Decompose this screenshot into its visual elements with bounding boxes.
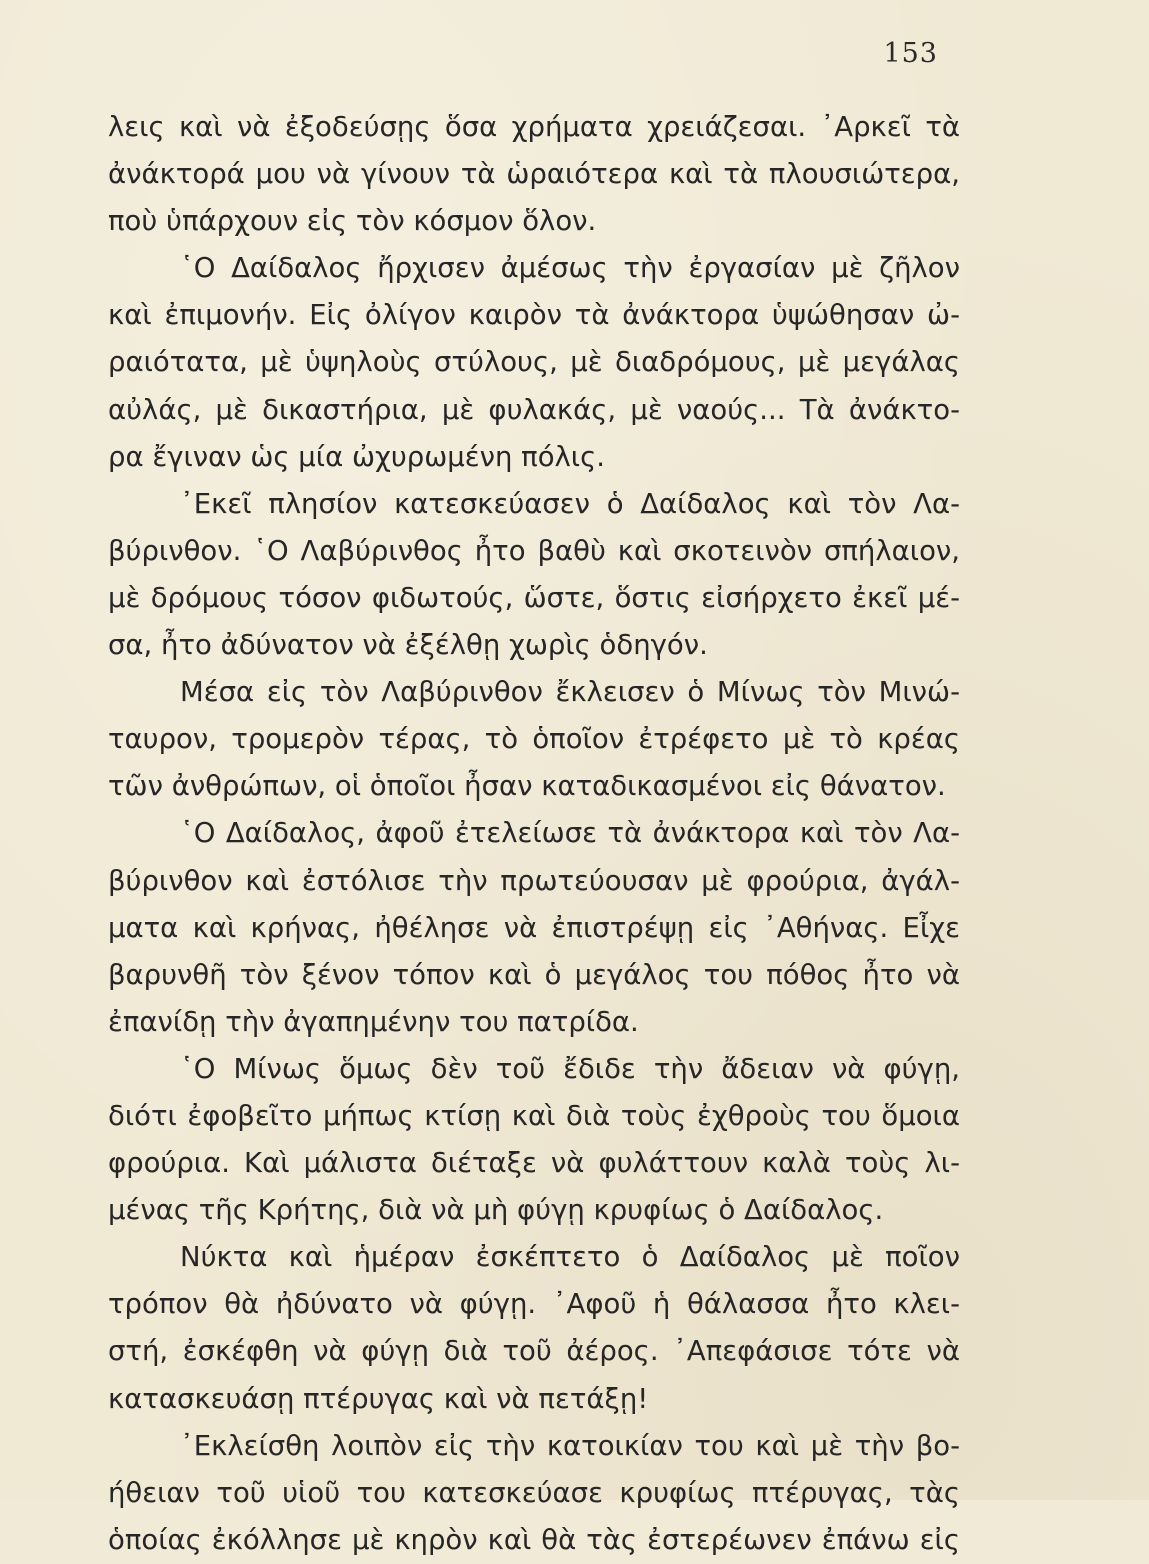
text-line: βαρυνθῆ τὸν ξένον τόπον καὶ ὁ μεγάλος του πόθος ἦτο νὰ <box>108 958 960 991</box>
text-line: ρα ἔγιναν ὡς μία ὠχυρωμένη πόλις. <box>108 440 605 473</box>
text-line: φρούρια. Καὶ μάλιστα διέταξε νὰ φυλάττουν καλὰ τοὺς λι- <box>108 1147 960 1180</box>
text-line: μὲ δρόμους τόσον φιδωτούς, ὥστε, ὅστις εἰσήρχετο ἐκεῖ μέ- <box>108 581 960 614</box>
page-number: 153 <box>883 38 938 69</box>
text-line: σα, ἦτο ἀδύνατον νὰ ἐξέλθῃ χωρὶς ὁδηγόν. <box>108 629 708 662</box>
text-line: καὶ ἐπιμονήν. Εἰς ὀλίγον καιρὸν τὰ ἀνάκτορα ὑψώθησαν ὠ- <box>108 299 960 332</box>
text-line: αὐλάς, μὲ δικαστήρια, μὲ φυλακάς, μὲ ναούς... Τὰ ἀνάκτο- <box>108 393 960 426</box>
text-line: ὁποίας ἐκόλλησε μὲ κηρὸν καὶ θὰ τὰς ἐστερέωνεν ἐπάνω εἰς <box>108 1523 960 1556</box>
text-line: στή, ἐσκέφθη νὰ φύγῃ διὰ τοῦ ἀέρος. ᾿Απεφάσισε τότε νὰ <box>108 1335 960 1368</box>
text-line: τρόπον θὰ ἠδύνατο νὰ φύγῃ. ᾿Αφοῦ ἡ θάλασσα ἦτο κλει- <box>108 1288 960 1321</box>
text-line: ἀνάκτορά μου νὰ γίνουν τὰ ὡραιότερα καὶ τὰ πλουσιώτερα, <box>108 158 960 191</box>
text-line: μένας τῆς Κρήτης, διὰ νὰ μὴ φύγῃ κρυφίως ὁ Δαίδαλος. <box>108 1194 884 1227</box>
text-line: τῶν ἀνθρώπων, οἱ ὁποῖοι ἦσαν καταδικασμένοι εἰς θάνατον. <box>108 770 946 803</box>
text-line: κατασκευάσῃ πτέρυγας καὶ νὰ πετάξῃ! <box>108 1382 649 1415</box>
text-line: βύρινθον. ῾Ο Λαβύρινθος ἦτο βαθὺ καὶ σκοτεινὸν σπήλαιον, <box>108 534 960 567</box>
text-line: λεις καὶ νὰ ἐξοδεύσῃς ὅσα χρήματα χρειάζεσαι. ᾿Αρκεῖ τὰ <box>108 111 960 143</box>
text-line: ἐπανίδῃ τὴν ἀγαπημένην του πατρίδα. <box>108 1005 639 1038</box>
text-line: Νύκτα καὶ ἡμέραν ἐσκέπτετο ὁ Δαίδαλος μὲ ποῖον <box>180 1241 960 1274</box>
text-line: ματα καὶ κρήνας, ἠθέλησε νὰ ἐπιστρέψῃ εἰς ᾿Αθήνας. Εἶχε <box>108 911 960 944</box>
text-line: διότι ἐφοβεῖτο μήπως κτίσῃ καὶ διὰ τοὺς ἐχθροὺς του ὅμοια <box>108 1099 960 1132</box>
text-line: ραιότατα, μὲ ὑψηλοὺς στύλους, μὲ διαδρόμους, μὲ μεγάλας <box>108 346 960 379</box>
text-line: ᾿Εκλείσθη λοιπὸν εἰς τὴν κατοικίαν του καὶ μὲ τὴν βο- <box>180 1429 960 1462</box>
text-line: βύρινθον καὶ ἐστόλισε τὴν πρωτεύουσαν μὲ φρούρια, ἀγάλ- <box>108 864 960 897</box>
text-line: ήθειαν τοῦ υἱοῦ του κατεσκεύασε κρυφίως πτέρυγας, τὰς <box>108 1476 960 1509</box>
text-line: ῾Ο Μίνως ὅμως δὲν τοῦ ἔδιδε τὴν ἄδειαν νὰ φύγῃ, <box>180 1052 960 1085</box>
text-line: ποὺ ὑπάρχουν εἰς τὸν κόσμον ὅλον. <box>108 205 597 238</box>
text-line: Μέσα εἰς τὸν Λαβύρινθον ἔκλεισεν ὁ Μίνως τὸν Μινώ- <box>180 676 960 709</box>
body-text <box>108 104 960 1564</box>
text-line: ταυρον, τρομερὸν τέρας, τὸ ὁποῖον ἐτρέφετο μὲ τὸ κρέας <box>108 723 960 756</box>
text-line: ῾Ο Δαίδαλος, ἀφοῦ ἐτελείωσε τὰ ἀνάκτορα καὶ τὸν Λα- <box>180 817 960 850</box>
text-line: ῾Ο Δαίδαλος ἤρχισεν ἀμέσως τὴν ἐργασίαν μὲ ζῆλον <box>180 252 960 285</box>
text-line: ᾿Εκεῖ πλησίον κατεσκεύασεν ὁ Δαίδαλος καὶ τὸν Λα- <box>180 487 960 520</box>
